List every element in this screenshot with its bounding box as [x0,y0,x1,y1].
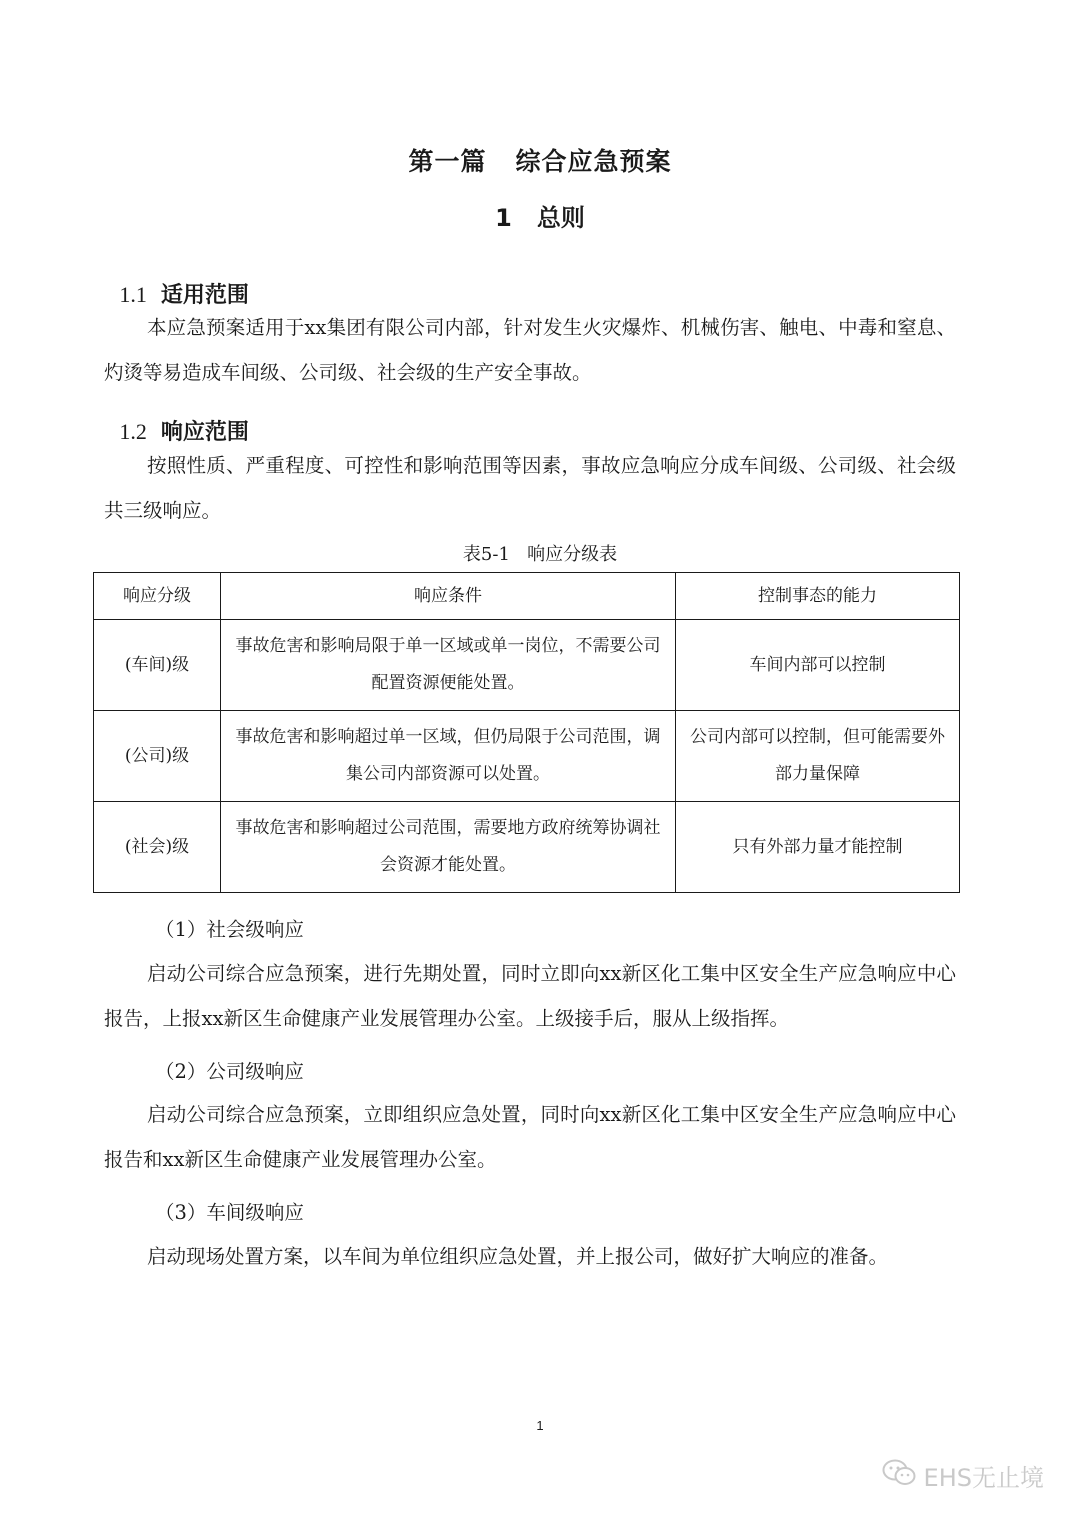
section-1-1-paragraph: 本应急预案适用于xx集团有限公司内部，针对发生火灾爆炸、机械伤害、触电、中毒和窒息、灼烫等易造成车间级、公司级、社会级的生产安全事故。 [104,316,956,384]
section-number: 1.1 [119,282,147,307]
section-1-2-paragraph: 按照性质、严重程度、可控性和影响范围等因素，事故应急响应分成车间级、公司级、社会级共三级响应。 [104,454,956,522]
table-cell-level: (车间)级 [94,620,221,711]
section-title: 适用范围 [160,283,249,308]
wechat-icon [882,1459,916,1493]
response-text-company: 启动公司综合应急预案，立即组织应急处置，同时向xx新区化工集中区安全生产应急响应中心报告和xx新区生命健康产业发展管理办公室。 [104,1103,956,1171]
section-heading-1-1 [104,253,249,309]
watermark-text: EHS无止境 [923,1464,1044,1492]
response-text-workshop: 启动现场处置方案，以车间为单位组织应急处置，并上报公司，做好扩大响应的准备。 [147,1245,889,1268]
table-row [94,711,960,802]
table-cell-condition: 事故危害和影响局限于单一区域或单一岗位，不需要公司配置资源便能处置。 [221,620,676,711]
table-row [94,802,960,893]
table-header-cell: 响应条件 [221,573,676,620]
response-label-social: （1）社会级响应 [155,918,304,941]
table-cell-level: (公司)级 [94,711,221,802]
response-grade-table [93,572,960,893]
table-cell-level: (社会)级 [94,802,221,893]
part-title: 第一篇 综合应急预案 [408,147,672,176]
section-heading-1-2 [104,390,249,446]
chapter-title: 1 总则 [495,204,585,232]
response-label-company: （2）公司级响应 [155,1060,304,1083]
table-header-row [94,573,960,620]
response-text-social: 启动公司综合应急预案，进行先期处置，同时立即向xx新区化工集中区安全生产应急响应中心报告，上报xx新区生命健康产业发展管理办公室。上级接手后，服从上级指挥。 [104,962,956,1030]
table-row [94,620,960,711]
section-number: 1.2 [119,419,147,444]
section-title: 响应范围 [160,420,249,445]
response-label-workshop: （3）车间级响应 [155,1201,304,1224]
table-cell-capability: 车间内部可以控制 [676,620,960,711]
table-header-cell: 控制事态的能力 [676,573,960,620]
table-cell-capability: 公司内部可以控制，但可能需要外部力量保障 [676,711,960,802]
table-cell-condition: 事故危害和影响超过公司范围，需要地方政府统筹协调社会资源才能处置。 [221,802,676,893]
watermark [882,1458,1044,1493]
table-cell-capability: 只有外部力量才能控制 [676,802,960,893]
page-number: 1 [536,1418,544,1433]
table-header-cell: 响应分级 [94,573,221,620]
table-caption: 表5-1 响应分级表 [462,544,618,565]
table-cell-condition: 事故危害和影响超过单一区域，但仍局限于公司范围，调集公司内部资源可以处置。 [221,711,676,802]
